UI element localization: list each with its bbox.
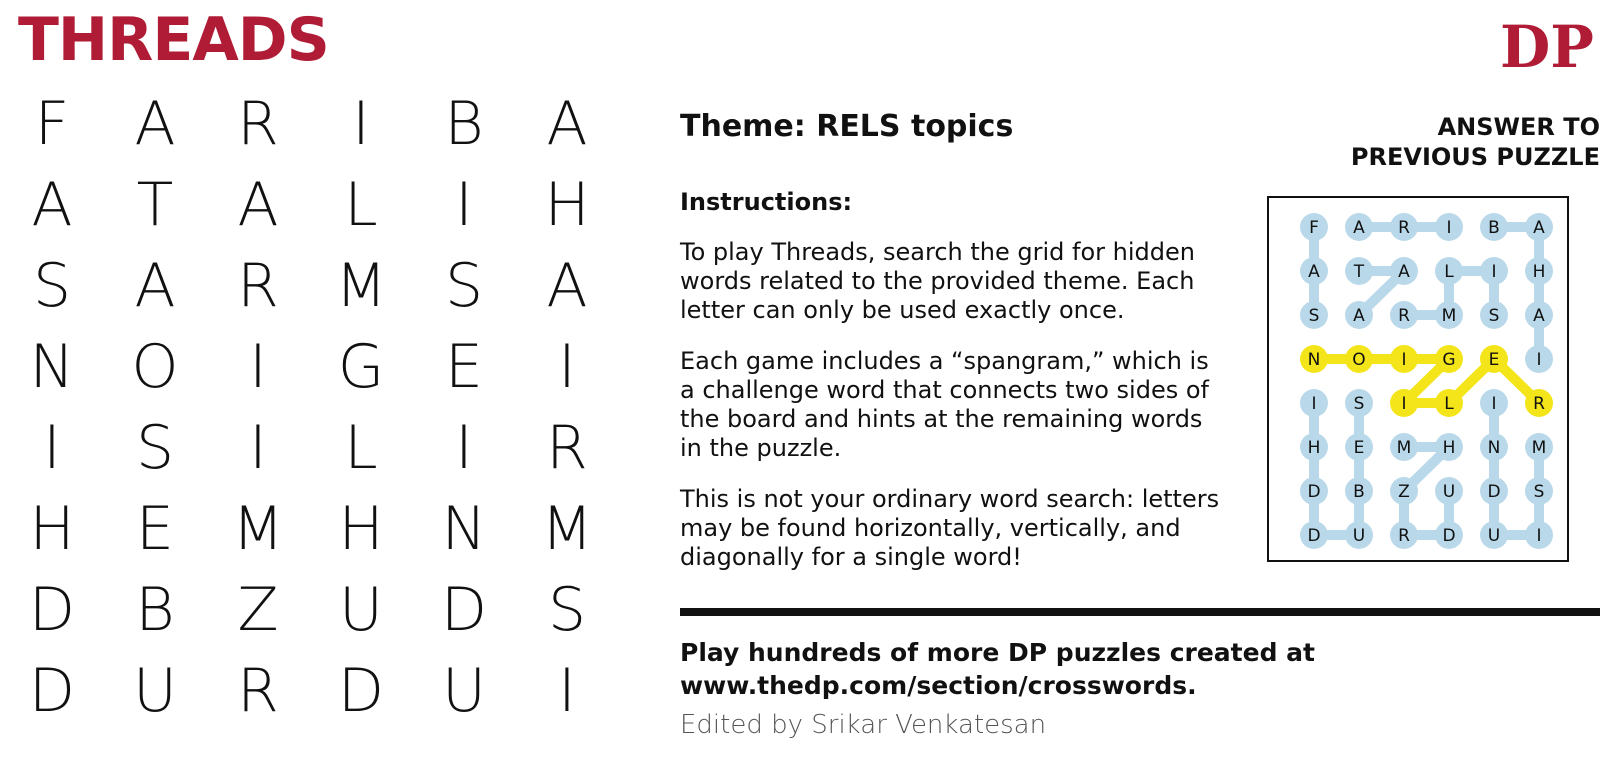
answer-heading-line: PREVIOUS PUZZLE bbox=[1350, 143, 1600, 171]
grid-letter: E bbox=[136, 494, 174, 564]
threads-title: THREADS bbox=[18, 5, 329, 75]
answer-letter: H bbox=[1442, 438, 1456, 458]
grid-letter: D bbox=[28, 575, 76, 645]
grid-letter: S bbox=[135, 413, 175, 483]
answer-letter: T bbox=[1353, 262, 1365, 282]
grid-letter: I bbox=[558, 332, 576, 402]
promo-text bbox=[680, 636, 1580, 702]
instructions-line: the board and hints at the remaining words bbox=[680, 405, 1203, 433]
answer-letter: I bbox=[1536, 350, 1542, 370]
grid-letter: B bbox=[135, 575, 175, 645]
grid-letter: O bbox=[131, 332, 179, 402]
answer-letter: O bbox=[1352, 350, 1366, 370]
answer-letter: M bbox=[1531, 438, 1547, 458]
answer-letter: E bbox=[1353, 438, 1365, 458]
answer-letter: D bbox=[1442, 526, 1456, 546]
answer-letter: I bbox=[1311, 394, 1317, 414]
answer-letter: R bbox=[1398, 526, 1410, 546]
grid-letter: U bbox=[442, 656, 486, 726]
answer-letter: S bbox=[1353, 394, 1365, 414]
answer-letter: S bbox=[1308, 306, 1320, 326]
answer-letter: M bbox=[1441, 306, 1457, 326]
instructions-paragraph-3 bbox=[680, 485, 1240, 572]
word-path bbox=[1494, 227, 1539, 359]
answer-letter: D bbox=[1307, 526, 1321, 546]
dp-logo: DP bbox=[1500, 13, 1594, 81]
answer-letter: G bbox=[1442, 350, 1456, 370]
answer-letter: N bbox=[1487, 438, 1501, 458]
grid-letter: H bbox=[338, 494, 384, 564]
answer-letter: U bbox=[1442, 482, 1456, 502]
answer-letter: N bbox=[1307, 350, 1321, 370]
answer-letter: E bbox=[1488, 350, 1500, 370]
instructions-line: in the puzzle. bbox=[680, 434, 842, 462]
answer-letter: A bbox=[1353, 218, 1365, 238]
answer-letter: B bbox=[1488, 218, 1500, 238]
instructions-line: Each game includes a “spangram,” which is bbox=[680, 347, 1209, 375]
word-path bbox=[1314, 403, 1359, 535]
grid-letter: I bbox=[43, 413, 61, 483]
answer-letter: M bbox=[1396, 438, 1412, 458]
promo-link[interactable]: www.thedp.com/section/crosswords. bbox=[680, 671, 1197, 700]
answer-letter: I bbox=[1401, 394, 1407, 414]
answer-letter: R bbox=[1398, 218, 1410, 238]
answer-grid bbox=[1267, 196, 1569, 562]
grid-letter: L bbox=[344, 170, 378, 240]
answer-heading-line: ANSWER TO bbox=[1437, 113, 1600, 141]
grid-letter: S bbox=[547, 575, 587, 645]
grid-letter: T bbox=[136, 170, 174, 240]
answer-letter: I bbox=[1401, 350, 1407, 370]
grid-letter: M bbox=[232, 494, 284, 564]
grid-letter: I bbox=[249, 413, 267, 483]
grid-letter: F bbox=[34, 89, 70, 159]
grid-letter: D bbox=[28, 656, 76, 726]
answer-letter: S bbox=[1488, 306, 1500, 326]
grid-letter: U bbox=[339, 575, 383, 645]
grid-letter: E bbox=[445, 332, 483, 402]
instructions-line: To play Threads, search the grid for hidden bbox=[680, 238, 1195, 266]
theme-heading: Theme: RELS topics bbox=[680, 109, 1014, 144]
grid-letter: R bbox=[237, 89, 279, 159]
answer-letter: U bbox=[1487, 526, 1501, 546]
answer-letter: I bbox=[1446, 218, 1452, 238]
grid-letter: M bbox=[541, 494, 593, 564]
grid-letter: L bbox=[344, 413, 378, 483]
instructions-paragraph-1 bbox=[680, 238, 1240, 325]
grid-letter: I bbox=[455, 170, 473, 240]
grid-letter: A bbox=[546, 89, 588, 159]
grid-letter: D bbox=[337, 656, 385, 726]
answer-letter: A bbox=[1533, 218, 1545, 238]
grid-letter: D bbox=[440, 575, 488, 645]
grid-letter: R bbox=[237, 251, 279, 321]
answer-letter: U bbox=[1352, 526, 1366, 546]
answer-letter: A bbox=[1398, 262, 1410, 282]
grid-letter: A bbox=[546, 251, 588, 321]
answer-letter: D bbox=[1307, 482, 1321, 502]
grid-letter: S bbox=[32, 251, 72, 321]
instructions-line: This is not your ordinary word search: letters bbox=[680, 485, 1220, 513]
instructions-heading: Instructions: bbox=[680, 188, 853, 216]
answer-letter: R bbox=[1398, 306, 1410, 326]
grid-letter: R bbox=[546, 413, 588, 483]
grid-letter: G bbox=[337, 332, 385, 402]
answer-letter: L bbox=[1444, 394, 1454, 414]
instructions-line: diagonally for a single word! bbox=[680, 543, 1022, 571]
answer-letter: I bbox=[1491, 394, 1497, 414]
answer-heading bbox=[1300, 112, 1600, 172]
instructions-line: words related to the provided theme. Each bbox=[680, 267, 1195, 295]
grid-letter: I bbox=[352, 89, 370, 159]
answer-letter: S bbox=[1533, 482, 1545, 502]
answer-letter: I bbox=[1491, 262, 1497, 282]
grid-letter: N bbox=[29, 332, 75, 402]
grid-letter: S bbox=[444, 251, 484, 321]
answer-letter: D bbox=[1487, 482, 1501, 502]
instructions-line: may be found horizontally, vertically, and bbox=[680, 514, 1181, 542]
grid-letter: A bbox=[237, 170, 279, 240]
grid-letter: A bbox=[31, 170, 73, 240]
puzzle-grid bbox=[0, 0, 600, 759]
answer-letter: B bbox=[1353, 482, 1365, 502]
grid-letter: H bbox=[29, 494, 75, 564]
answer-letter: I bbox=[1536, 526, 1542, 546]
grid-letter: N bbox=[441, 494, 487, 564]
grid-letter: R bbox=[237, 656, 279, 726]
answer-letter: A bbox=[1308, 262, 1320, 282]
answer-letter: Z bbox=[1398, 482, 1410, 502]
grid-letter: I bbox=[249, 332, 267, 402]
word-path bbox=[1494, 403, 1539, 535]
answer-letter: R bbox=[1533, 394, 1545, 414]
answer-letter: H bbox=[1532, 262, 1546, 282]
instructions-line: letter can only be used exactly once. bbox=[680, 296, 1125, 324]
grid-letter: A bbox=[134, 89, 176, 159]
grid-letter: U bbox=[133, 656, 177, 726]
grid-letter: A bbox=[134, 251, 176, 321]
grid-letter: Z bbox=[237, 575, 279, 645]
grid-letter: M bbox=[335, 251, 387, 321]
divider bbox=[680, 608, 1600, 616]
answer-grid-drawing bbox=[1269, 198, 1571, 564]
instructions-paragraph-2 bbox=[680, 347, 1240, 463]
answer-letter: F bbox=[1309, 218, 1319, 238]
grid-letter: I bbox=[558, 656, 576, 726]
promo-line: Play hundreds of more DP puzzles created at bbox=[680, 638, 1315, 667]
editor-credit: Edited by Srikar Venkatesan bbox=[680, 710, 1047, 740]
grid-letter: H bbox=[544, 170, 590, 240]
answer-letter: A bbox=[1353, 306, 1365, 326]
answer-letter: H bbox=[1307, 438, 1321, 458]
grid-letter: B bbox=[444, 89, 484, 159]
answer-letter: L bbox=[1444, 262, 1454, 282]
answer-letter: A bbox=[1533, 306, 1545, 326]
grid-letter: I bbox=[455, 413, 473, 483]
instructions-line: a challenge word that connects two sides of bbox=[680, 376, 1209, 404]
